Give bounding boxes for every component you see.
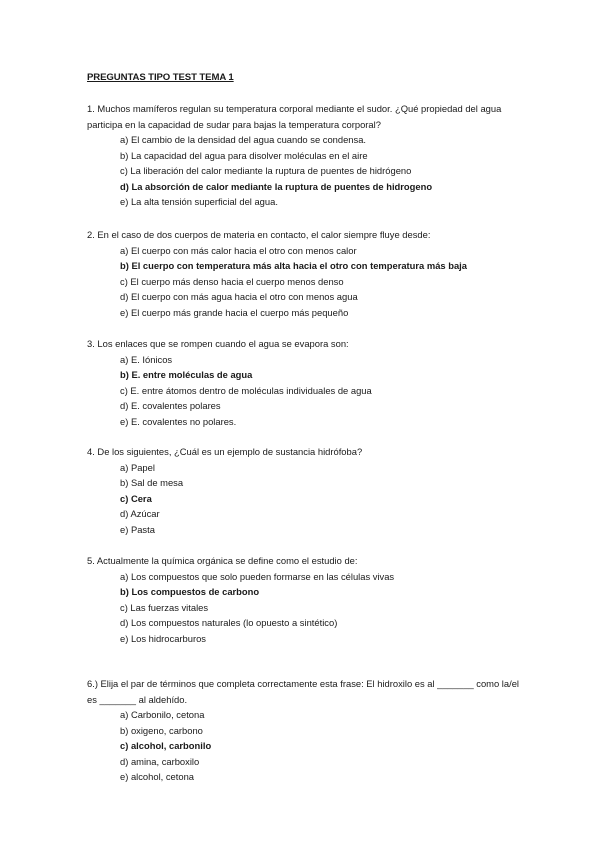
option-letter: a): [120, 244, 129, 256]
option-letter: c): [120, 492, 129, 504]
option-c: [120, 163, 527, 179]
option-text: La capacidad del agua para disolver moléculas en el aire: [130, 149, 368, 161]
document-title: PREGUNTAS TIPO TEST TEMA 1: [87, 72, 234, 83]
option-b-correct: [120, 367, 527, 383]
option-e: [120, 194, 527, 210]
option-a: [120, 460, 527, 476]
option-letter: b): [120, 477, 129, 489]
options-list: [87, 460, 527, 538]
option-letter: e): [120, 196, 129, 208]
option-letter: c): [120, 384, 128, 396]
question-text: 3. Los enlaces que se rompen cuando el agua se evapora son:: [87, 338, 349, 349]
option-text: Azúcar: [130, 508, 160, 520]
option-text: Los compuestos que solo pueden formarse en las células vivas: [130, 570, 395, 582]
option-letter: c): [120, 601, 128, 613]
option-text: Carbonilo, cetona: [130, 709, 205, 720]
option-text: La liberación del calor mediante la ruptura de puentes de hidrógeno: [130, 165, 412, 177]
option-text: Las fuerzas vitales: [130, 601, 209, 613]
option-letter: b): [120, 369, 129, 381]
option-letter: e): [120, 415, 129, 427]
option-b: [120, 723, 527, 739]
option-letter: e): [120, 523, 129, 535]
option-letter: d): [120, 180, 129, 192]
option-letter: b): [120, 149, 129, 161]
option-c: [120, 383, 527, 399]
options-list: [87, 132, 527, 210]
option-c: [120, 274, 527, 290]
option-e: [120, 769, 527, 785]
option-text: El cuerpo más grande hacia el cuerpo más pequeño: [130, 306, 349, 318]
option-c-correct: [120, 738, 527, 754]
option-e: [120, 631, 527, 647]
option-letter: a): [120, 570, 129, 582]
option-c-correct: [120, 491, 527, 507]
option-a: [120, 352, 527, 368]
option-text: Papel: [130, 461, 155, 473]
option-letter: a): [120, 461, 129, 473]
option-d-correct: [120, 179, 527, 195]
option-text: E. entre átomos dentro de moléculas individuales de agua: [130, 384, 372, 396]
question-text: 1. Muchos mamíferos regulan su temperatura corporal mediante el sudor. ¿Qué propiedad del agua participa en la capacidad de sudar para bajas la temperatura corporal?: [87, 103, 502, 130]
option-c: [120, 600, 527, 616]
option-d: [120, 506, 527, 522]
option-text: alcohol, cetona: [130, 771, 195, 783]
option-letter: c): [120, 275, 128, 287]
option-d: [120, 615, 527, 631]
options-list: [87, 569, 527, 647]
option-letter: d): [120, 508, 129, 520]
options-list: [87, 352, 527, 430]
option-text: amina, carboxilo: [130, 755, 200, 767]
option-letter: d): [120, 400, 129, 412]
question-4: [87, 444, 527, 537]
option-text: El cuerpo con más calor hacia el otro con menos calor: [130, 244, 357, 256]
option-a: [120, 569, 527, 585]
option-letter: a): [120, 134, 129, 145]
option-d: [120, 289, 527, 305]
question-2: [87, 227, 527, 320]
option-text: El cuerpo con temperatura más alta hacia el otro con temperatura más baja: [131, 260, 468, 272]
option-text: El cuerpo con más agua hacia el otro con menos agua: [130, 291, 358, 303]
question-text: 2. En el caso de dos cuerpos de materia en contacto, el calor siempre fluye desde:: [87, 229, 431, 240]
option-text: Los compuestos naturales (lo opuesto a sintético): [130, 617, 338, 629]
option-letter: a): [120, 353, 129, 365]
question-1: [87, 101, 527, 210]
options-list: [87, 243, 527, 321]
option-text: E. entre moléculas de agua: [131, 369, 253, 381]
option-letter: b): [120, 586, 129, 598]
option-letter: e): [120, 306, 129, 318]
option-text: Los hidrocarburos: [130, 632, 206, 644]
option-text: El cuerpo más denso hacia el cuerpo menos denso: [130, 275, 344, 287]
option-letter: c): [120, 740, 129, 752]
option-letter: c): [120, 165, 128, 177]
option-text: El cambio de la densidad del agua cuando se condensa.: [130, 134, 367, 145]
option-letter: d): [120, 291, 129, 303]
option-d: [120, 754, 527, 770]
option-letter: a): [120, 709, 129, 720]
option-letter: d): [120, 755, 129, 767]
question-5: [87, 553, 527, 646]
option-text: La alta tensión superficial del agua.: [130, 196, 278, 208]
option-text: alcohol, carbonilo: [130, 740, 212, 752]
option-text: Pasta: [130, 523, 155, 535]
option-a: [120, 707, 527, 723]
question-6: [87, 676, 527, 785]
option-text: Los compuestos de carbono: [131, 586, 260, 598]
question-text: 4. De los siguientes, ¿Cuál es un ejemplo de sustancia hidrófoba?: [87, 446, 363, 457]
option-letter: e): [120, 632, 129, 644]
option-a: [120, 132, 527, 148]
option-letter: d): [120, 617, 129, 629]
option-b-correct: [120, 258, 527, 274]
option-text: oxigeno, carbono: [130, 724, 203, 736]
option-b: [120, 148, 527, 164]
options-list: [87, 707, 527, 785]
option-d: [120, 398, 527, 414]
option-letter: e): [120, 771, 129, 783]
option-letter: b): [120, 724, 129, 736]
option-e: [120, 305, 527, 321]
question-text: 6.) Elija el par de términos que completa correctamente esta frase: El hidroxilo es al _______ como la/el es _______ al aldehído.: [87, 678, 519, 705]
option-text: Sal de mesa: [130, 477, 184, 489]
option-text: Cera: [130, 492, 152, 504]
option-a: [120, 243, 527, 259]
option-text: E. covalentes no polares.: [130, 415, 237, 427]
option-b: [120, 475, 527, 491]
option-text: E. Iónicos: [130, 353, 173, 365]
option-letter: b): [120, 260, 129, 272]
option-e: [120, 414, 527, 430]
question-text: 5. Actualmente la química orgánica se define como el estudio de:: [87, 555, 358, 566]
option-e: [120, 522, 527, 538]
question-3: [87, 336, 527, 429]
option-text: La absorción de calor mediante la ruptura de puentes de hidrogeno: [131, 180, 433, 192]
option-text: E. covalentes polares: [130, 400, 221, 412]
option-b-correct: [120, 584, 527, 600]
